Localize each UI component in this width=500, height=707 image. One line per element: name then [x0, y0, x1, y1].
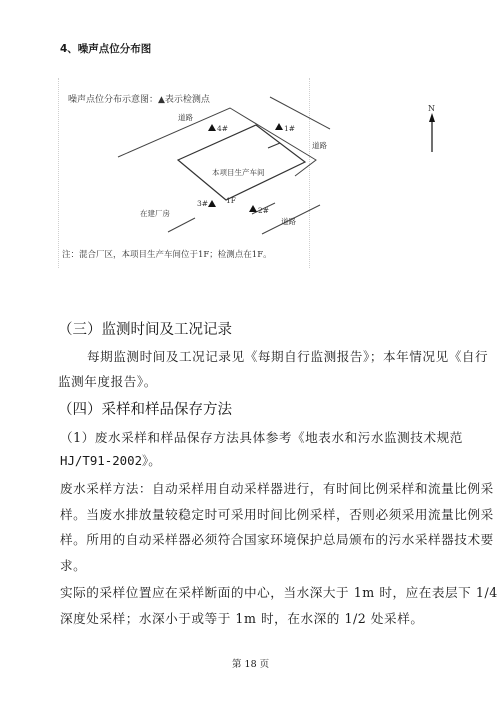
marker-4-icon	[208, 124, 216, 131]
diagram-note: 注：混合厂区，本项目生产车间位于1F；检测点在1F。	[62, 250, 272, 260]
road-label-top: 道路	[178, 113, 193, 122]
section3-title: （三）监测时间及工况记录	[58, 322, 232, 338]
road-label-right: 道路	[312, 141, 327, 150]
building-label: 本项目生产车间	[212, 168, 265, 177]
road-left-line	[168, 218, 195, 232]
point-label-4: 4#	[217, 124, 229, 133]
section4-title: （四）采样和样品保存方法	[58, 402, 232, 418]
page-number: 第 18 页	[232, 659, 270, 670]
section4-line: 实际的采样位置应在采样断面的中心，当水深大于 1m 时，应在表层下 1/4	[60, 585, 498, 600]
floor-label: 1F	[226, 196, 236, 205]
point-label-1: 1#	[284, 124, 296, 133]
section3-paragraph-line2: 监测年度报告》。	[58, 374, 157, 389]
section4-line: 样。所用的自动采样器必须符合国家环境保护总局颁布的污水采样器技术要	[60, 532, 494, 547]
marker-2-icon	[249, 205, 257, 212]
diagram-legend: 噪声点位分布示意图：▲表示检测点	[68, 95, 210, 105]
section4-line: 深度处采样；水深小于或等于 1m 时，在水深的 1/2 处采样。	[60, 611, 424, 626]
building-outline	[178, 125, 305, 200]
section4-line: 废水采样方法：自动采样用自动采样器进行，有时间比例采样和流量比例采	[60, 481, 494, 496]
section-heading-noise-map: 4、噪声点位分布图	[60, 43, 152, 55]
section4-line: HJ/T91-2002》。	[60, 453, 161, 468]
point-label-2: 2#	[258, 206, 270, 215]
section3-paragraph-line1: 每期监测时间及工况记录见《每期自行监测报告》；本年情况见《自行	[87, 349, 489, 364]
section4-line: 求。	[60, 558, 87, 573]
section4-line: （1）废水采样和样品保存方法具体参考《地表水和污水监测技术规范	[60, 430, 463, 445]
north-arrow-head	[429, 113, 435, 122]
north-label: N	[428, 104, 435, 113]
road-label-bottom: 道路	[281, 217, 296, 226]
neighbor-label: 在建厂房	[140, 209, 170, 218]
marker-3-icon	[208, 200, 216, 207]
point-label-3: 3#	[197, 199, 209, 208]
section4-line: 样。当废水排放量较稳定时可采用时间比例采样，否则必须采用流量比例采	[60, 507, 494, 522]
marker-1-icon	[275, 123, 283, 130]
inner-divider	[268, 143, 280, 148]
